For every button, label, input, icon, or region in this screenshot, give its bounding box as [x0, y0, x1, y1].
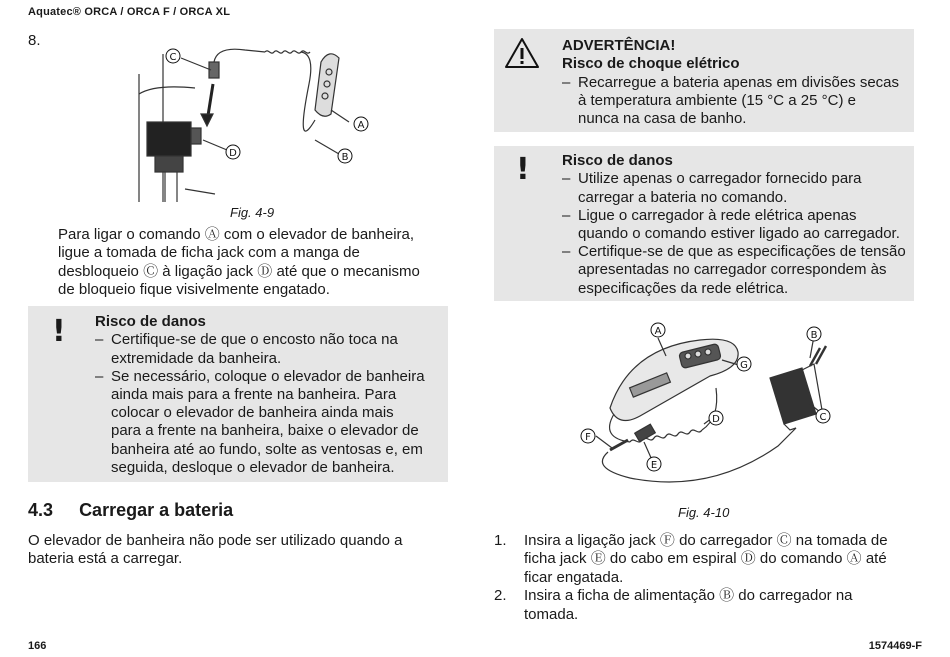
- figure-caption-4-10: Fig. 4-10: [678, 505, 730, 520]
- warning-note: [494, 29, 914, 132]
- label-e: E: [650, 460, 658, 471]
- section-paragraph: O elevador de banheira não pode ser utilizado quando a bateria está a carregar.: [28, 532, 403, 568]
- note-item: – Ligue o carregador à rede elétrica apenas quando o comando estiver ligado ao carregador.: [562, 207, 910, 243]
- section-title: Carregar a bateria: [79, 500, 234, 520]
- label-b: B: [341, 152, 349, 163]
- warning-item: – Recarregue a bateria apenas em divisões secas à temperatura ambiente (15 °C a 25 °C) e nunca na casa de banho.: [562, 74, 907, 129]
- label-b: B: [810, 330, 818, 341]
- figure-4-9-illustration: [125, 44, 385, 204]
- step-number: 8.: [28, 32, 41, 49]
- step-number: 2.: [494, 587, 507, 605]
- figure-caption-4-9: Fig. 4-9: [230, 205, 275, 220]
- figure-4-10-illustration: [570, 318, 840, 498]
- label-a: A: [357, 120, 365, 131]
- paragraph-line: ligue a tomada de ficha jack com a manga de: [58, 244, 360, 262]
- charging-steps: [494, 532, 914, 624]
- warning-title: ADVERTÊNCIA!: [562, 37, 676, 54]
- paragraph-line: Para ligar o comando Ⓐ com o elevador de banheira,: [58, 226, 415, 243]
- exclamation-icon: !: [516, 152, 530, 187]
- running-header: Aquatec® ORCA / ORCA F / ORCA XL: [28, 6, 231, 18]
- paragraph-line: desbloqueio Ⓒ à ligação jack Ⓓ até que o mecanismo: [58, 262, 420, 280]
- document-id: 1574469-F: [868, 640, 922, 652]
- note-item: – Se necessário, coloque o elevador de banheira ainda mais para a frente na banheira. Para colocar o elevador de banheira ainda mais para a frente na banheira, baixe o elevador de banheira até ao fundo, solte as ventosas e, em seguida, desloque o elevador de banheira.: [95, 368, 445, 477]
- note-item: – Utilize apenas o carregador fornecido para carregar a bateria no comando.: [562, 170, 910, 206]
- label-f: F: [585, 432, 591, 443]
- connect-paragraph: [58, 226, 448, 300]
- warning-subtitle: Risco de choque elétrico: [562, 55, 740, 73]
- note-item: – Certifique-se de que o encosto não toca na extremidade da banheira.: [95, 331, 445, 367]
- page-number: 166: [28, 640, 47, 652]
- paragraph-line: de bloqueio fique visivelmente engatado.: [58, 281, 330, 299]
- step-item: 1. Insira a ligação jack Ⓕ do carregador Ⓒ na tomada de ficha jack Ⓔ do cabo em espiral Ⓓ do comando Ⓐ até ficar engatada.: [494, 532, 888, 586]
- label-d: D: [712, 414, 720, 425]
- label-d: D: [229, 148, 237, 159]
- label-c: C: [169, 52, 177, 63]
- note-item: – Certifique-se de que as especificações de tensão apresentadas no carregador correspondem às especificações da rede elétrica.: [562, 243, 910, 298]
- label-a: A: [654, 326, 662, 337]
- warning-triangle-icon: [504, 37, 540, 69]
- step-number: 1.: [494, 532, 507, 549]
- section-number: 4.3: [28, 500, 54, 520]
- label-g: G: [740, 360, 748, 371]
- note-title: Risco de danos: [95, 313, 206, 330]
- danger-note-left: [28, 306, 448, 482]
- label-c: C: [819, 412, 827, 423]
- section-heading: [28, 500, 233, 521]
- danger-note-right: [494, 146, 914, 301]
- exclamation-icon: !: [52, 314, 66, 349]
- note-title: Risco de danos: [562, 152, 673, 169]
- step-item: 2. Insira a ficha de alimentação Ⓑ do carregador na tomada.: [494, 587, 853, 623]
